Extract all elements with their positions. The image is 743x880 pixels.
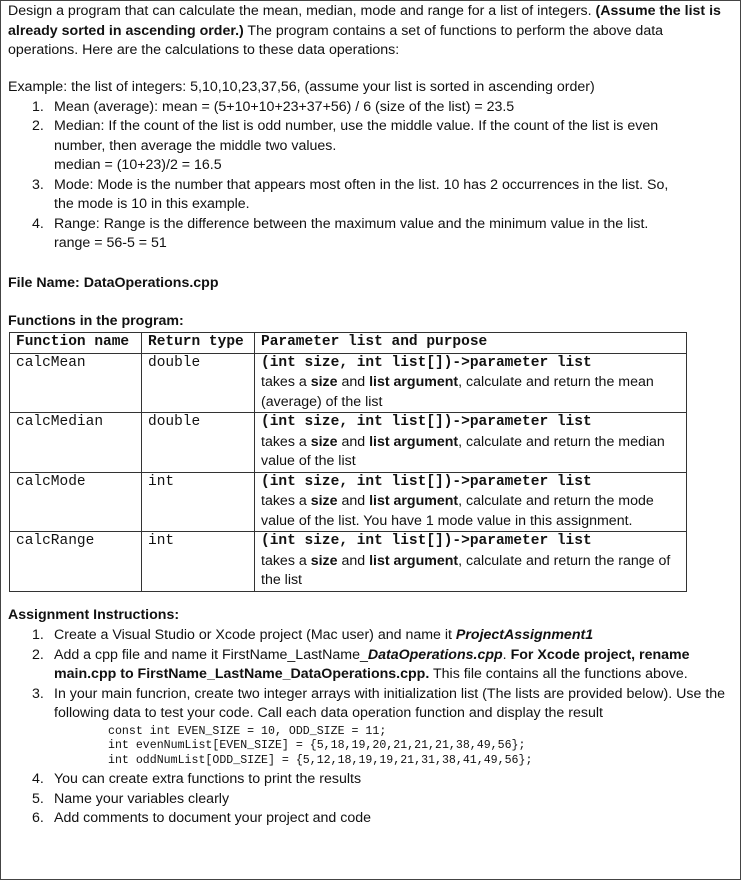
function-name-cell: calcMean [10,353,142,413]
file-name-label: File Name: [8,275,84,291]
table-row [10,472,687,532]
functions-table [9,332,687,592]
list-number: 3. [32,176,44,193]
list-number: 4. [32,215,44,232]
function-name-cell: calcMedian [10,413,142,473]
parameter-signature: (int size, int list[])->parameter list [261,354,592,371]
intro-text-2: The program contains a set of functions to perform the above data operations. Here are the calculations to these data operations: [8,22,664,58]
instruction-item: 1. Create a Visual Studio or Xcode project (Mac user) and name it ProjectAssignment1 [8,626,733,646]
parameter-cell [255,472,687,532]
file-name-line [8,274,219,294]
header-parameter-list: Parameter list and purpose [255,333,687,354]
function-name-cell: calcMode [10,472,142,532]
example-line: the mode is 10 in this example. [54,196,250,212]
header-return-type: Return type [142,333,255,354]
parameter-signature: (int size, int list[])->parameter list [261,414,592,430]
table-row [10,532,687,592]
project-name: ProjectAssignment1 [455,627,594,643]
example-item-range [8,215,733,254]
parameter-cell [255,413,687,473]
example-intro: Example: the list of integers: 5,10,10,23,37,56, (assume your list is sorted in ascending order) [8,79,595,95]
intro-bold-note: (Assume the list is already sorted in ascending order.) [8,3,721,39]
return-type-cell: int [142,532,255,592]
code-line: int oddNumList[ODD_SIZE] = {5,12,18,19,19,21,31,38,41,49,56}; [108,753,533,767]
example-line: range = 56-5 = 51 [54,235,167,251]
return-type-cell: double [142,353,255,413]
return-type-cell: int [142,472,255,532]
instruction-item: 5. Name your variables clearly [8,790,733,810]
example-line: Range: Range is the difference between the maximum value and the minimum value in the list. [54,215,649,232]
function-name-cell: calcRange [10,532,142,592]
code-line: int evenNumList[EVEN_SIZE] = {5,18,19,20,21,21,21,38,49,56}; [108,739,526,752]
file-name-value: DataOperations.cpp [83,275,219,291]
list-number: 3. [32,685,44,702]
table-row [10,353,687,413]
functions-heading: Functions in the program: [8,313,184,329]
instruction-item: 4. You can create extra functions to print the results [8,770,733,790]
code-block [8,725,733,769]
example-section [8,78,733,254]
instruction-item: 3. In your main funcrion, create two integer arrays with initialization list (The lists are provided below). Use the following data to test your code. Call each data operation function and display the result [32,685,726,721]
list-number: 6. [32,810,44,826]
list-number: 5. [32,790,44,807]
example-line: Mode: Mode is the number that appears most often in the list. 10 has 2 occurrences in the list. So, [54,176,669,193]
list-number: 2. [32,118,44,134]
example-item-median [8,117,733,176]
list-number: 1. [32,98,44,115]
table-row [10,413,687,473]
parameter-cell [255,532,687,592]
list-number: 2. [32,646,44,663]
parameter-description: takes a size and list argument, calculate and return the mode value of the list. You have 1 mode value in this assignment. [261,493,654,529]
example-line: number, then average the middle two values. [54,137,337,154]
assignment-instructions [8,626,733,829]
list-number: 4. [32,771,44,787]
parameter-signature: (int size, int list[])->parameter list [261,533,592,549]
instruction-item: 6. Add comments to document your project and code [8,809,733,829]
parameter-description: takes a size and list argument, calculate and return the range of the list [261,552,671,588]
instruction-item: 2. Add a cpp file and name it FirstName_LastName_DataOperations.cpp. For Xcode project, rename main.cpp to FirstName_LastName_DataOperations.cpp. This file contains all the functions above. [32,646,690,682]
return-type-cell: double [142,413,255,473]
header-function-name: Function name [10,333,142,354]
example-item-mean [8,98,733,118]
parameter-signature: (int size, int list[])->parameter list [261,473,592,490]
parameter-cell [255,353,687,413]
parameter-description: takes a size and list argument, calculate and return the mean (average) of the list [261,374,654,410]
parameter-description: takes a size and list argument, calculate and return the median value of the list [261,433,665,469]
intro-paragraph [8,2,733,61]
example-line: median = (10+23)/2 = 16.5 [54,157,222,173]
table-header-row [10,333,687,354]
example-line: Mean (average): mean = (5+10+10+23+37+56) / 6 (size of the list) = 23.5 [54,98,515,115]
list-number: 1. [32,627,44,643]
code-line: const int EVEN_SIZE = 10, ODD_SIZE = 11; [108,724,387,738]
example-line: Median: If the count of the list is odd number, use the middle value. If the count of the list is even [54,118,659,134]
xcode-note: For Xcode project, rename main.cpp to FirstName_LastName_DataOperations.cpp. [54,646,690,682]
intro-text: Design a program that can calculate the mean, median, mode and range for a list of integers. [8,3,596,19]
example-item-mode [8,176,733,215]
assignment-heading: Assignment Instructions: [8,607,180,623]
example-list [8,98,733,254]
